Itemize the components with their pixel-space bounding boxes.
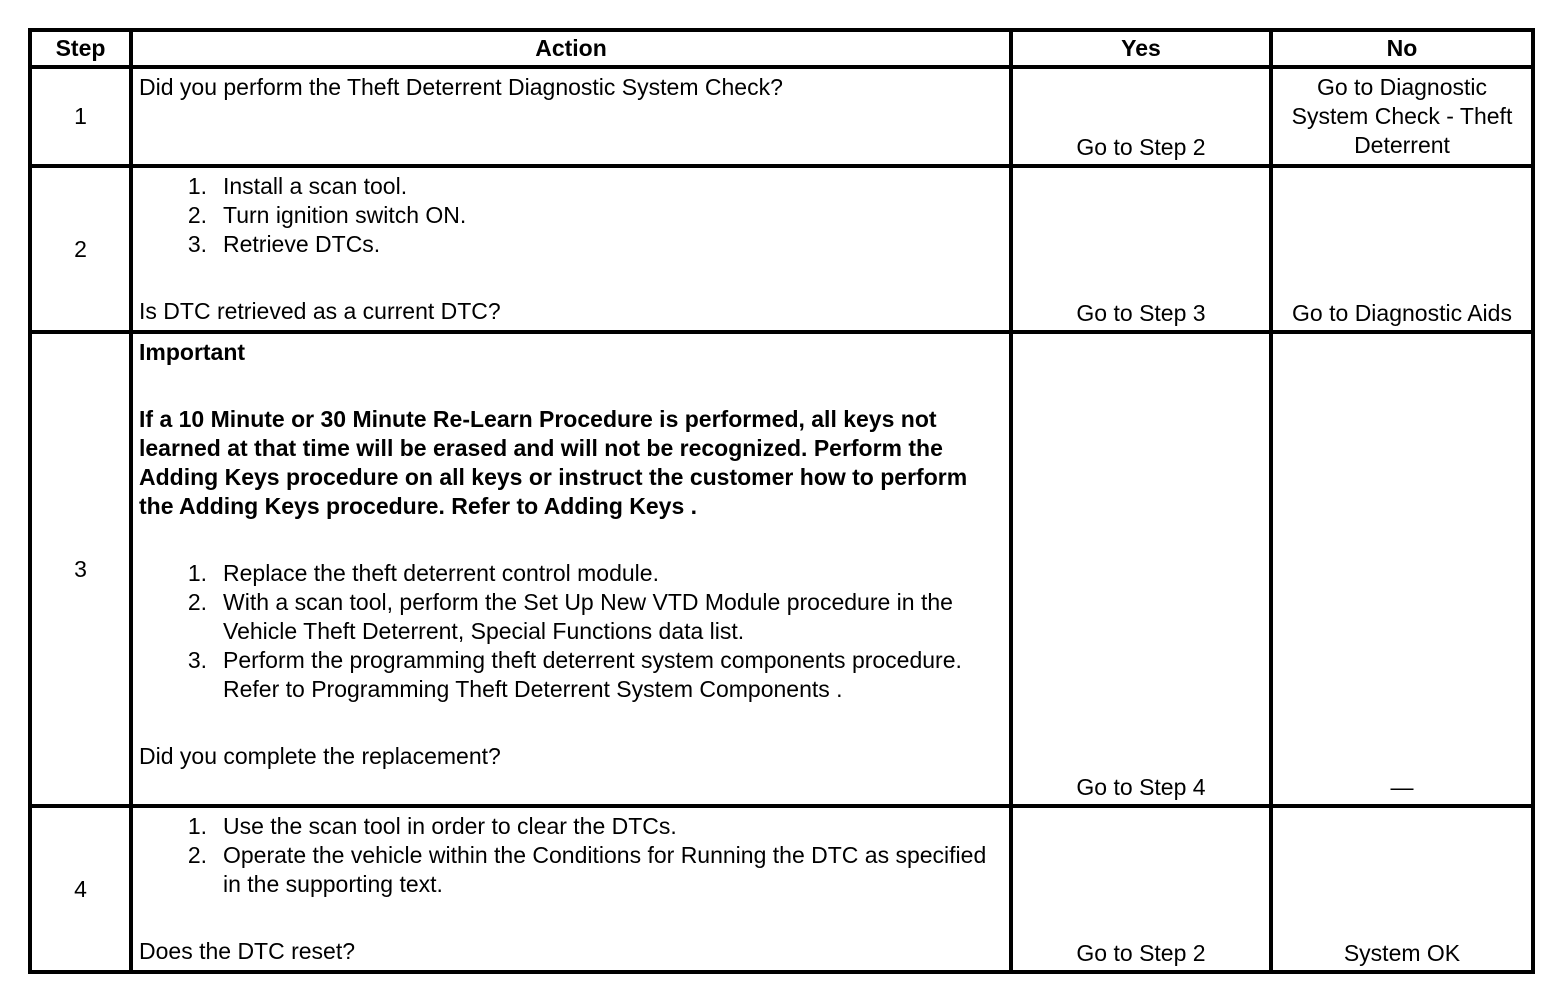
yes-cell: Go to Step 2	[1011, 806, 1271, 972]
table-row	[30, 332, 1533, 806]
yes-cell: Go to Step 2	[1011, 67, 1271, 166]
item-number: 2.	[187, 842, 207, 868]
item-text: Retrieve DTCs.	[223, 231, 381, 257]
action-question: Is DTC retrieved as a current DTC?	[139, 298, 501, 324]
list-item	[139, 812, 1003, 841]
list-item	[139, 588, 1003, 646]
item-number: 2.	[187, 589, 207, 615]
action-question: Did you perform the Theft Deterrent Diagnostic System Check?	[139, 74, 783, 100]
item-text: With a scan tool, perform the Set Up New VTD Module procedure in the Vehicle Theft Deterrent, Special Functions data list.	[223, 589, 953, 644]
table-row	[30, 166, 1533, 332]
no-cell: Go to Diagnostic Aids	[1271, 166, 1533, 332]
procedure-list	[139, 559, 1003, 704]
item-text: Use the scan tool in order to clear the DTCs.	[223, 813, 677, 839]
header-row	[30, 30, 1533, 67]
item-number: 1.	[187, 560, 207, 586]
no-cell: —	[1271, 332, 1533, 806]
header-step: Step	[30, 30, 131, 67]
diagnostic-table	[28, 28, 1535, 974]
list-item	[139, 646, 1003, 704]
action-cell	[131, 67, 1011, 166]
item-number: 1.	[187, 173, 207, 199]
item-number: 3.	[187, 231, 207, 257]
item-number: 1.	[187, 813, 207, 839]
list-item	[139, 172, 1003, 201]
important-title: Important	[139, 339, 246, 365]
item-text: Install a scan tool.	[223, 173, 408, 199]
important-note: If a 10 Minute or 30 Minute Re-Learn Procedure is performed, all keys not learned at that time will be erased and will not be recognized. Perform the Adding Keys procedure on all keys or instruct the customer how to perform the Adding Keys procedure. Refer to Adding Keys .	[139, 406, 968, 519]
step-number: 2	[30, 166, 131, 332]
action-cell	[131, 166, 1011, 332]
table-row	[30, 67, 1533, 166]
step-number: 3	[30, 332, 131, 806]
no-text: Go to Diagnostic System Check - Theft Deterrent	[1291, 74, 1513, 158]
list-item	[139, 559, 1003, 588]
list-item	[139, 230, 1003, 259]
item-text: Replace the theft deterrent control module.	[223, 560, 659, 586]
no-cell	[1271, 67, 1533, 166]
action-cell	[131, 332, 1011, 806]
list-item	[139, 201, 1003, 230]
header-action: Action	[131, 30, 1011, 67]
yes-cell: Go to Step 4	[1011, 332, 1271, 806]
header-no: No	[1271, 30, 1533, 67]
item-text: Perform the programming theft deterrent system components procedure. Refer to Programming Theft Deterrent System Components .	[223, 647, 962, 702]
yes-cell: Go to Step 3	[1011, 166, 1271, 332]
action-question: Does the DTC reset?	[139, 938, 356, 964]
procedure-list	[139, 172, 1003, 259]
step-number: 4	[30, 806, 131, 972]
action-cell	[131, 806, 1011, 972]
item-number: 2.	[187, 202, 207, 228]
item-number: 3.	[187, 647, 207, 673]
table-row	[30, 806, 1533, 972]
item-text: Operate the vehicle within the Conditions for Running the DTC as specified in the supporting text.	[223, 842, 987, 897]
list-item	[139, 841, 1003, 899]
header-yes: Yes	[1011, 30, 1271, 67]
item-text: Turn ignition switch ON.	[223, 202, 467, 228]
action-question: Did you complete the replacement?	[139, 743, 501, 769]
step-number: 1	[30, 67, 131, 166]
no-cell: System OK	[1271, 806, 1533, 972]
procedure-list	[139, 812, 1003, 899]
